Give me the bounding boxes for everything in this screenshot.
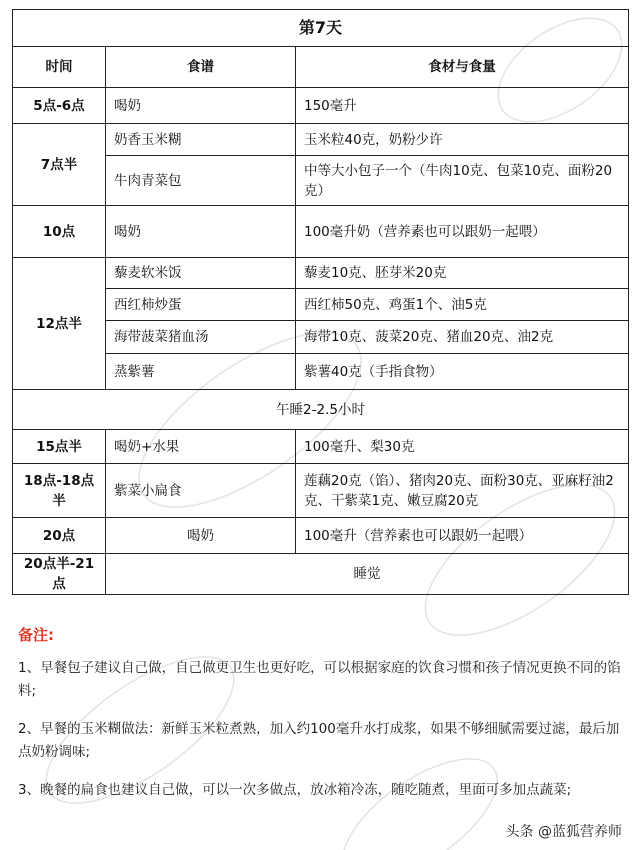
notes-title: 备注:: [18, 626, 54, 644]
table-title: 第7天: [13, 10, 629, 47]
recipe-cell: 藜麦软米饭: [106, 258, 296, 289]
activity-cell: 睡觉: [106, 554, 629, 595]
meal-schedule-table: [12, 9, 629, 595]
recipe-cell: 蒸紫薯: [106, 354, 296, 390]
note-item: 3、晚餐的扁食也建议自己做，可以一次多做点，放冰箱冷冻，随吃随煮，里面可多加点蔬菜;: [18, 782, 572, 798]
header-time: 时间: [13, 47, 106, 88]
ingredients-cell: 海带10克、菠菜20克、猪血20克、油2克: [296, 321, 629, 354]
note-item: 2、早餐的玉米糊做法：新鲜玉米粒煮熟，加入约100毫升水打成浆，如果不够细腻需要过滤，最后加点奶粉调味;: [18, 721, 620, 760]
ingredients-cell: 100毫升奶（营养素也可以跟奶一起喂）: [296, 206, 629, 258]
time-cell: 12点半: [13, 258, 106, 390]
time-cell: 10点: [13, 206, 106, 258]
recipe-cell: 奶香玉米糊: [106, 124, 296, 156]
table-row: [13, 289, 629, 321]
recipe-cell: 喝奶: [106, 88, 296, 124]
source-credit: 头条 @蓝狐营养师: [502, 820, 626, 842]
table-row: [13, 518, 629, 554]
header-recipe: 食谱: [106, 47, 296, 88]
table-row: [13, 124, 629, 156]
recipe-cell: 喝奶: [106, 206, 296, 258]
table-row: [13, 354, 629, 390]
ingredients-cell: 藜麦10克、胚芽米20克: [296, 258, 629, 289]
header-ingredients: 食材与食量: [296, 47, 629, 88]
ingredients-cell: 紫薯40克（手指食物）: [296, 354, 629, 390]
time-cell: 5点-6点: [13, 88, 106, 124]
table-row: [13, 554, 629, 595]
table-row: [13, 156, 629, 206]
ingredients-cell: 100毫升（营养素也可以跟奶一起喂）: [296, 518, 629, 554]
recipe-cell: 西红柿炒蛋: [106, 289, 296, 321]
recipe-cell: 海带菠菜猪血汤: [106, 321, 296, 354]
time-cell: 18点-18点半: [13, 464, 106, 518]
nap-cell: 午睡2-2.5小时: [13, 390, 629, 430]
table-row: [13, 258, 629, 289]
ingredients-cell: 莲藕20克（馅）、猪肉20克、面粉30克、亚麻籽油2克、干紫菜1克、嫩豆腐20克: [296, 464, 629, 518]
recipe-cell: 紫菜小扁食: [106, 464, 296, 518]
table-header-row: [13, 47, 629, 88]
time-cell: 20点半-21点: [13, 554, 106, 595]
table-row: [13, 430, 629, 464]
note-item: 1、早餐包子建议自己做，自己做更卫生也更好吃，可以根据家庭的饮食习惯和孩子情况更换不同的馅料;: [18, 660, 621, 699]
time-cell: 20点: [13, 518, 106, 554]
recipe-cell: 喝奶+水果: [106, 430, 296, 464]
table-row: [13, 206, 629, 258]
recipe-cell: 喝奶: [106, 518, 296, 554]
ingredients-cell: 150毫升: [296, 88, 629, 124]
notes-section: [18, 624, 622, 817]
ingredients-cell: 西红柿50克、鸡蛋1个、油5克: [296, 289, 629, 321]
ingredients-cell: 100毫升、梨30克: [296, 430, 629, 464]
nap-row: [13, 390, 629, 430]
ingredients-cell: 中等大小包子一个（牛肉10克、包菜10克、面粉20克）: [296, 156, 629, 206]
ingredients-cell: 玉米粒40克，奶粉少许: [296, 124, 629, 156]
table-row: [13, 88, 629, 124]
table-row: [13, 464, 629, 518]
time-cell: 15点半: [13, 430, 106, 464]
time-cell: 7点半: [13, 124, 106, 206]
table-row: [13, 321, 629, 354]
recipe-cell: 牛肉青菜包: [106, 156, 296, 206]
